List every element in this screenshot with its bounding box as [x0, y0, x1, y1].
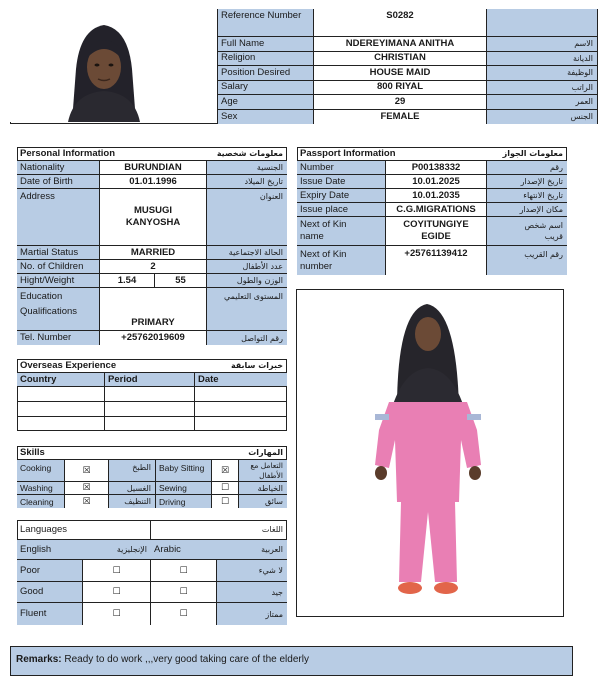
marital-value: MARRIED [100, 246, 207, 260]
skill-cooking-ar: الطبخ [109, 460, 156, 482]
dob-ar: تاريخ الميلاد [207, 175, 287, 189]
overseas-cell [195, 402, 287, 417]
address-line2: KANYOSHA [125, 217, 181, 228]
lang-level-good-label: Good [17, 582, 83, 603]
position-value: HOUSE MAID [314, 66, 487, 81]
education-label-line2: Qualifications [20, 306, 78, 317]
tel-label: Tel. Number [17, 331, 100, 345]
religion-value: CHRISTIAN [314, 52, 487, 67]
salary-ar: الراتب [487, 81, 597, 96]
expiry-date-value: 10.01.2035 [386, 189, 487, 203]
dob-value: 01.01.1996 [100, 175, 207, 189]
remarks-box [10, 646, 573, 676]
overseas-cell [105, 402, 195, 417]
weight-value: 55 [155, 274, 207, 288]
passport-number-label: Number [297, 161, 386, 175]
salary-value: 800 RIYAL [314, 81, 487, 96]
nationality-ar: الجنسية [207, 161, 287, 175]
skill-sewing-ar: الخياطة [239, 482, 287, 495]
education-label-line1: Education [20, 291, 63, 302]
overseas-cell [17, 402, 105, 417]
skill-washing-ar: الغسيل [109, 482, 156, 495]
lang-level-poor-label: Poor [17, 560, 83, 582]
religion-ar: الديانة [487, 52, 597, 67]
height-weight-ar: الوزن والطول [207, 274, 287, 288]
issue-place-label: Issue place [297, 203, 386, 217]
height-value: 1.54 [100, 274, 155, 288]
kin-name-ar-line2: قريب [544, 232, 563, 241]
skill-babysitting-checkbox[interactable]: ☒ [212, 460, 239, 482]
overseas-col-period: Period [105, 373, 195, 387]
skill-babysitting-label: Baby Sitting [156, 460, 212, 482]
overseas-title: Overseas Experience [17, 359, 197, 373]
lang-level-poor-ar: لا شيء [217, 560, 287, 582]
lang-level-fluent-label: Fluent [17, 603, 83, 625]
issue-date-ar: تاريخ الإصدار [487, 175, 567, 189]
lang-arabic-poor-checkbox[interactable]: ☐ [151, 560, 217, 582]
reference-ar-blank [487, 9, 597, 37]
position-label: Position Desired [218, 66, 314, 81]
salary-label: Salary [218, 81, 314, 96]
issue-place-ar: مكان الإصدار [487, 203, 567, 217]
kin-number-label-line2: number [300, 260, 333, 272]
skills-title: Skills [17, 446, 197, 460]
age-ar: العمر [487, 95, 597, 110]
kin-name-value [386, 217, 487, 246]
languages-title: Languages [17, 520, 151, 540]
lang-english-ar: الإنجليزية [83, 540, 151, 560]
sex-ar: الجنس [487, 110, 597, 125]
age-value: 29 [314, 95, 487, 110]
marital-label: Martial Status [17, 246, 100, 260]
kin-number-value: +25761139412 [386, 246, 487, 275]
overseas-cell [105, 417, 195, 431]
dob-label: Date of Birth [17, 175, 100, 189]
expiry-date-label: Expiry Date [297, 189, 386, 203]
nationality-label: Nationality [17, 161, 100, 175]
kin-name-line2: EGIDE [421, 231, 451, 242]
overseas-cell [17, 417, 105, 431]
education-label [17, 288, 100, 331]
remarks-label: Remarks: [16, 654, 62, 665]
religion-label: Religion [218, 52, 314, 67]
personal-info-title: Personal Information [17, 147, 197, 161]
kin-name-ar [487, 217, 567, 246]
issue-date-value: 10.01.2025 [386, 175, 487, 189]
lang-level-fluent-ar: ممتاز [217, 603, 287, 625]
lang-level-good-ar: جيد [217, 582, 287, 603]
overseas-col-date: Date [195, 373, 287, 387]
fullname-value: NDEREYIMANA ANITHA [314, 37, 487, 52]
kin-number-ar: رقم القريب [487, 246, 567, 275]
skill-cleaning-ar: التنظيف [109, 495, 156, 508]
sex-label: Sex [218, 110, 314, 125]
full-body-image [297, 290, 563, 616]
remarks-text: Ready to do work ,,,very good taking care of the elderly [61, 654, 309, 665]
lang-arabic-label: Arabic [151, 540, 217, 560]
lang-english-label: English [17, 540, 83, 560]
kin-number-label [297, 246, 386, 275]
lang-english-fluent-checkbox[interactable]: ☐ [83, 603, 151, 625]
issue-place-value: C.G.MIGRATIONS [386, 203, 487, 217]
children-label: No. of Children [17, 260, 100, 274]
skill-babysitting-ar: التعامل مع الأطفال [239, 460, 287, 482]
skill-driving-ar: سائق [239, 495, 287, 508]
skill-driving-label: Driving [156, 495, 212, 508]
lang-arabic-fluent-checkbox[interactable]: ☐ [151, 603, 217, 625]
portrait-photo [10, 9, 218, 124]
sex-value: FEMALE [314, 110, 487, 125]
children-value: 2 [100, 260, 207, 274]
age-label: Age [218, 95, 314, 110]
education-ar: المستوى التعليمي [207, 288, 287, 331]
passport-number-value: P00138332 [386, 161, 487, 175]
marital-ar: الحالة الاجتماعية [207, 246, 287, 260]
skill-cleaning-checkbox[interactable]: ☒ [65, 495, 109, 508]
address-line1: MUSUGI [134, 205, 172, 216]
tel-ar: رقم التواصل [207, 331, 287, 345]
kin-name-label [297, 217, 386, 246]
kin-number-label-line1: Next of Kin [300, 248, 347, 260]
portrait-image [10, 9, 217, 122]
overseas-title-ar: خبرات سابقة [197, 359, 287, 373]
overseas-cell [17, 387, 105, 402]
position-ar: الوظيفة [487, 66, 597, 81]
fullname-label: Full Name [218, 37, 314, 52]
skills-title-ar: المهارات [197, 446, 287, 460]
full-body-photo [296, 289, 564, 617]
kin-name-label-line1: Next of Kin [300, 219, 347, 230]
skill-sewing-checkbox[interactable]: ☐ [212, 482, 239, 495]
lang-english-poor-checkbox[interactable]: ☐ [83, 560, 151, 582]
passport-info-title-ar: معلومات الجواز [477, 147, 567, 161]
languages-title-ar: اللغات [151, 520, 287, 540]
kin-name-ar-line1: اسم شخص [524, 221, 563, 230]
skill-cleaning-label: Cleaning [17, 495, 65, 508]
skill-sewing-label: Sewing [156, 482, 212, 495]
height-weight-label: Hight/Weight [17, 274, 100, 288]
passport-info-title: Passport Information [297, 147, 477, 161]
fullname-ar: الاسم [487, 37, 597, 52]
reference-label: Reference Number [218, 9, 314, 37]
overseas-col-country: Country [17, 373, 105, 387]
address-value [100, 189, 207, 246]
lang-arabic-ar: العربية [217, 540, 287, 560]
skill-washing-label: Washing [17, 482, 65, 495]
kin-name-line1: COYITUNGIYE [403, 219, 469, 230]
expiry-date-ar: تاريخ الانتهاء [487, 189, 567, 203]
passport-number-ar: رقم [487, 161, 567, 175]
education-value: PRIMARY [100, 288, 207, 331]
address-ar: العنوان [207, 189, 287, 246]
reference-value: S0282 [314, 9, 487, 37]
overseas-cell [105, 387, 195, 402]
address-label: Address [17, 189, 100, 246]
skill-cooking-label: Cooking [17, 460, 65, 482]
children-ar: عدد الأطفال [207, 260, 287, 274]
personal-info-title-ar: معلومات شخصية [197, 147, 287, 161]
overseas-cell [195, 387, 287, 402]
nationality-value: BURUNDIAN [100, 161, 207, 175]
tel-value: +25762019609 [100, 331, 207, 345]
lang-arabic-good-checkbox[interactable]: ☐ [151, 582, 217, 603]
skill-cooking-checkbox[interactable]: ☒ [65, 460, 109, 482]
issue-date-label: Issue Date [297, 175, 386, 189]
skill-washing-checkbox[interactable]: ☒ [65, 482, 109, 495]
skill-driving-checkbox[interactable]: ☐ [212, 495, 239, 508]
lang-english-good-checkbox[interactable]: ☐ [83, 582, 151, 603]
kin-name-label-line2: name [300, 231, 324, 242]
